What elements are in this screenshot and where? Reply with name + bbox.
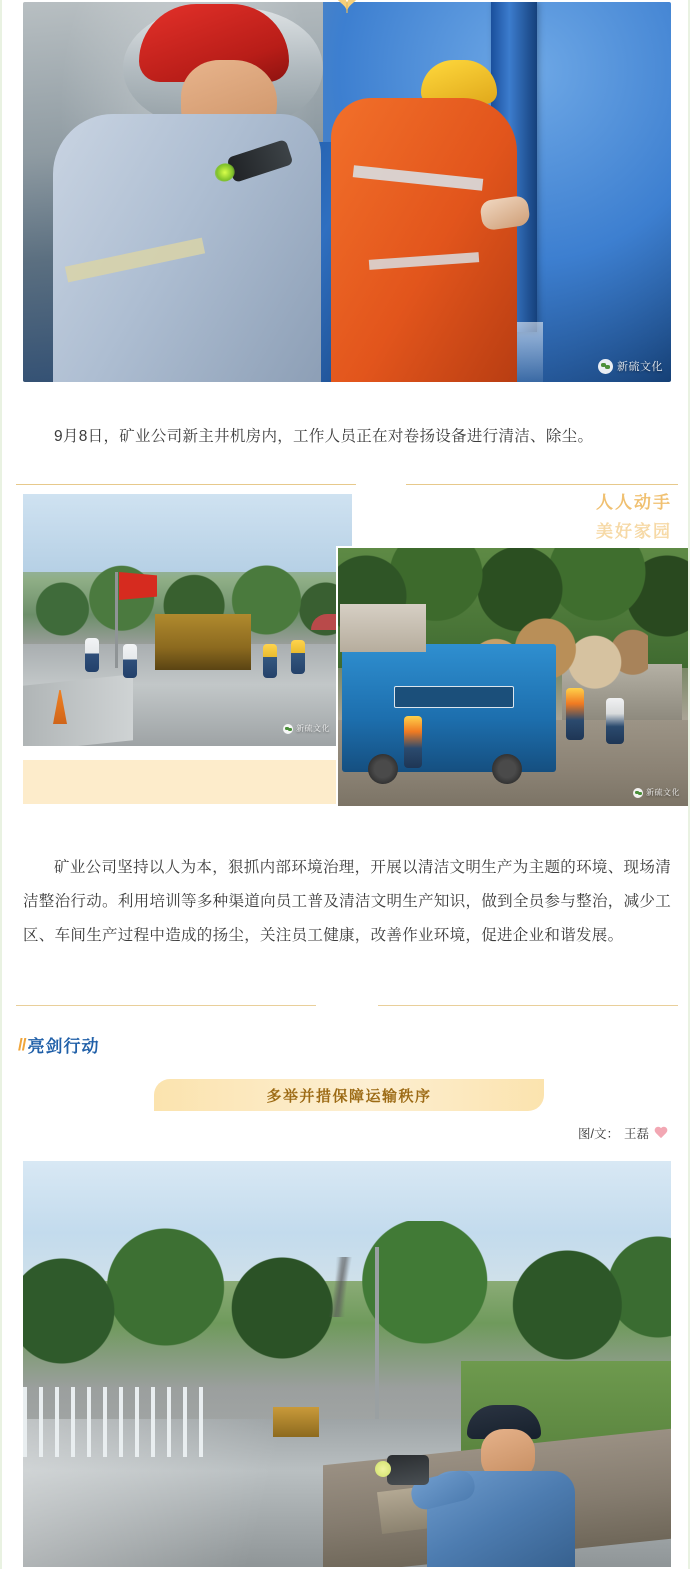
divider-rule-left — [16, 484, 356, 485]
party-flag — [119, 572, 157, 600]
worker-red-helmet — [53, 2, 323, 382]
wechat-icon — [633, 788, 643, 798]
byline — [578, 1124, 668, 1142]
utility-pole — [375, 1247, 379, 1427]
road-cleaning-photo — [23, 494, 352, 746]
divider-line-left — [16, 1005, 316, 1006]
guard-fence — [23, 1387, 213, 1457]
cream-band — [23, 760, 353, 804]
watermark-photo-2 — [283, 723, 330, 734]
worker-loading-3 — [606, 698, 624, 744]
divider-line-right — [378, 1005, 678, 1006]
divider-rule-right — [406, 484, 678, 485]
watermark-text: 新硫文化 — [617, 361, 663, 373]
leaf-icon — [333, 0, 361, 14]
worker-sweeping-2 — [123, 644, 137, 678]
decorative-divider — [16, 1005, 678, 1007]
section-callout-title — [596, 488, 672, 546]
kerb — [23, 674, 133, 746]
worker-sweeping-3 — [263, 644, 277, 678]
blue-truck — [342, 644, 556, 772]
hero-photo — [23, 2, 671, 382]
wechat-icon — [283, 724, 293, 734]
road-inspection-photo — [23, 1161, 671, 1567]
handheld-camera-icon — [387, 1455, 429, 1485]
worker-sweeping-4 — [291, 640, 305, 674]
truck-cab — [340, 604, 426, 652]
caption-paragraph-2: 矿业公司坚持以人为本，狠抓内部环境治理，开展以清洁文明生产为主题的环境、现场清洁整治行动。利用培训等多种渠道向员工普及清洁文明生产知识，做到全员参与整治，减少工区、车间生产过程中造成的扬尘，关注员工健康，改善作业环境，促进企业和谐发展。 — [23, 858, 671, 944]
worker-sweeping-1 — [85, 638, 99, 672]
truck-side-panel — [394, 686, 514, 708]
heart-icon — [654, 1127, 668, 1140]
watermark-text: 新硫文化 — [296, 724, 330, 733]
garbage-clearing-photo — [336, 546, 690, 808]
truck-wheel-front — [368, 754, 398, 784]
orange-coverall — [331, 98, 517, 382]
watermark-hero — [598, 358, 663, 374]
inspector — [427, 1405, 575, 1567]
distant-truck — [273, 1407, 319, 1437]
flag-pole — [115, 572, 118, 668]
section-heading — [18, 1032, 99, 1057]
slash-accent: // — [18, 1034, 26, 1054]
watermark-photo-3 — [633, 787, 680, 798]
byline-label: 图/文： — [578, 1127, 619, 1141]
subtitle-text: 多举并措保障运输秩序 — [266, 1087, 432, 1105]
truck-wheel-rear — [492, 754, 522, 784]
power-lines — [23, 1257, 671, 1317]
section-heading-text: 亮剑行动 — [27, 1037, 100, 1056]
callout-line-2: 美好家园 — [596, 522, 672, 541]
dump-truck — [155, 614, 251, 670]
wechat-icon — [598, 359, 613, 374]
callout-line-1: 人人动手 — [596, 493, 672, 512]
worker-loading-1 — [404, 716, 422, 768]
byline-author: 王磊 — [623, 1127, 649, 1141]
subtitle-pill — [154, 1079, 544, 1111]
caption-paragraph-1: 9月8日，矿业公司新主井机房内，工作人员正在对卷扬设备进行清洁、除尘。 — [54, 427, 594, 445]
worker-loading-2 — [566, 688, 584, 740]
watermark-text: 新硫文化 — [646, 788, 680, 797]
